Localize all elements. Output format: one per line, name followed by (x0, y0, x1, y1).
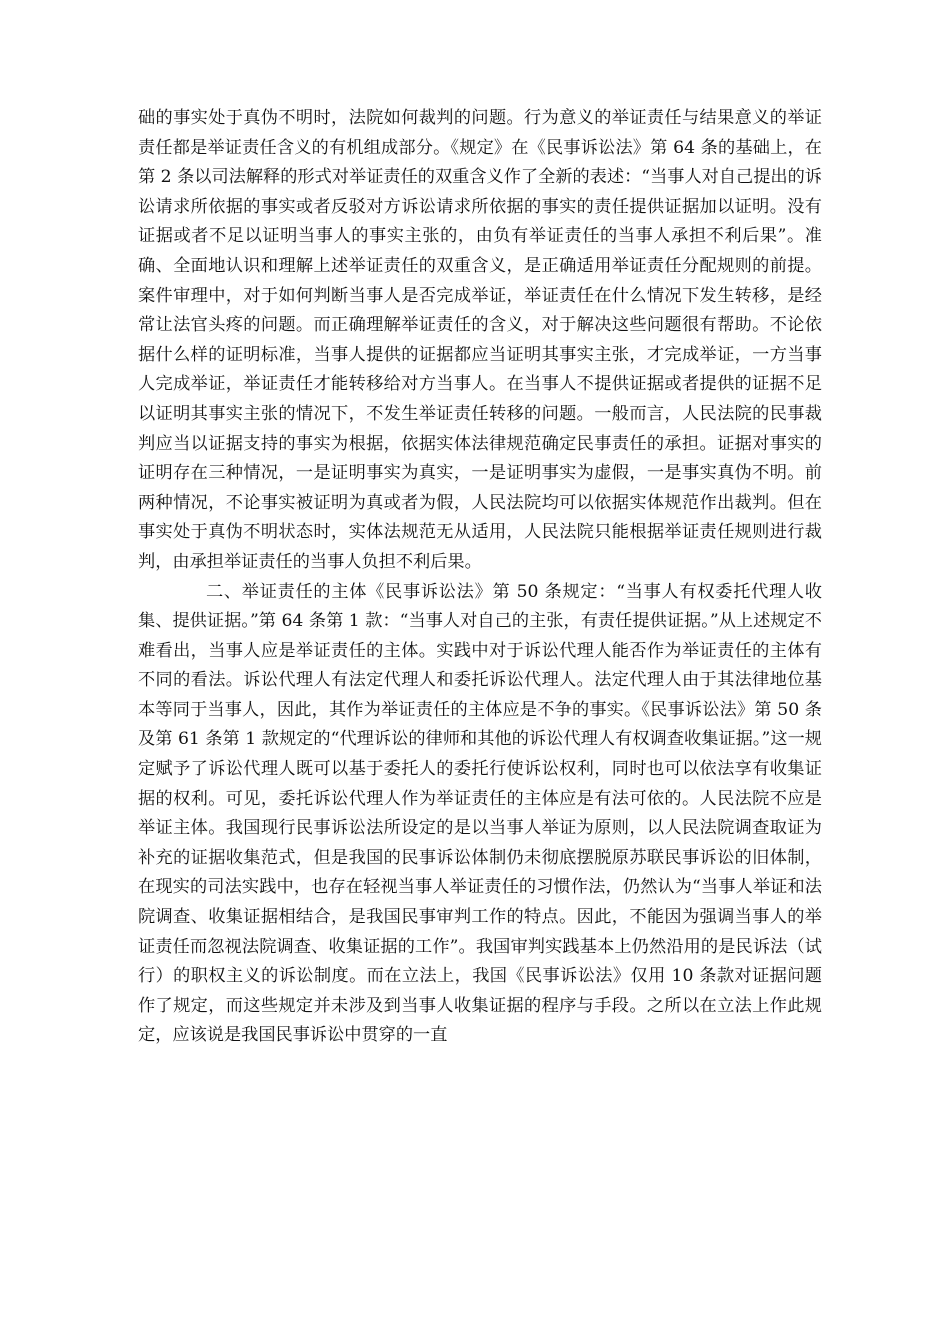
document-body (138, 104, 822, 1051)
paragraph-burden-of-proof-meaning: 础的事实处于真伪不明时，法院如何裁判的问题。行为意义的举证责任与结果意义的举证责任都是举证责任含义的有机组成部分。《规定》在《民事诉讼法》第 64 条的基础上，在第 2 条以司法解释的形式对举证责任的双重含义作了全新的表述：“当事人对自己提出的诉讼请求所依据的事实或者反驳对方诉讼请求所依据的事实的责任提供证据加以证明。没有证据或者不足以证明当事人的事实主张的，由负有举证责任的当事人承担不利后果”。准确、全面地认识和理解上述举证责任的双重含义，是正确适用举证责任分配规则的前提。案件审理中，对于如何判断当事人是否完成举证，举证责任在什么情况下发生转移，是经常让法官头疼的问题。而正确理解举证责任的含义，对于解决这些问题很有帮助。不论依据什么样的证明标准，当事人提供的证据都应当证明其事实主张，才完成举证，一方当事人完成举证，举证责任才能转移给对方当事人。在当事人不提供证据或者提供的证据不足以证明其事实主张的情况下，不发生举证责任转移的问题。一般而言，人民法院的民事裁判应当以证据支持的事实为根据，依据实体法律规范确定民事责任的承担。证据对事实的证明存在三种情况，一是证明事实为真实，一是证明事实为虚假，一是事实真伪不明。前两种情况，不论事实被证明为真或者为假，人民法院均可以依据实体规范作出裁判。但在事实处于真伪不明状态时，实体法规范无从适用，人民法院只能根据举证责任规则进行裁判，由承担举证责任的当事人负担不利后果。 (138, 108, 822, 572)
paragraph-burden-of-proof-subject: 二、举证责任的主体《民事诉讼法》第 50 条规定：“当事人有权委托代理人收集、提供证据。”第 64 条第 1 款：“当事人对自己的主张，有责任提供证据。”从上述规定不难看出，当事人应是举证责任的主体。实践中对于诉讼代理人能否作为举证责任的主体有不同的看法。诉讼代理人有法定代理人和委托诉讼代理人。法定代理人由于其法律地位基本等同于当事人，因此，其作为举证责任的主体应是不争的事实。《民事诉讼法》第 50 条及第 61 条第 1 款规定的“代理诉讼的律师和其他的诉讼代理人有权调查收集证据。”这一规定赋予了诉讼代理人既可以基于委托人的委托行使诉讼权利，同时也可以依法享有收集证据的权利。可见，委托诉讼代理人作为举证责任的主体应是有法可依的。人民法院不应是举证主体。我国现行民事诉讼法所设定的是以当事人举证为原则，以人民法院调查取证为补充的证据收集范式，但是我国的民事诉讼体制仍未彻底摆脱原苏联民事诉讼的旧体制，在现实的司法实践中，也存在轻视当事人举证责任的习惯作法，仍然认为“当事人举证和法院调查、收集证据相结合，是我国民事审判工作的特点。因此，不能因为强调当事人的举证责任而忽视法院调查、收集证据的工作”。我国审判实践基本上仍然沿用的是民诉法（试行）的职权主义的诉讼制度。而在立法上，我国《民事诉讼法》仅用 10 条款对证据问题作了规定，而这些规定并未涉及到当事人收集证据的程序与手段。之所以在立法上作此规定，应该说是我国民事诉讼中贯穿的一直 (138, 581, 822, 1046)
